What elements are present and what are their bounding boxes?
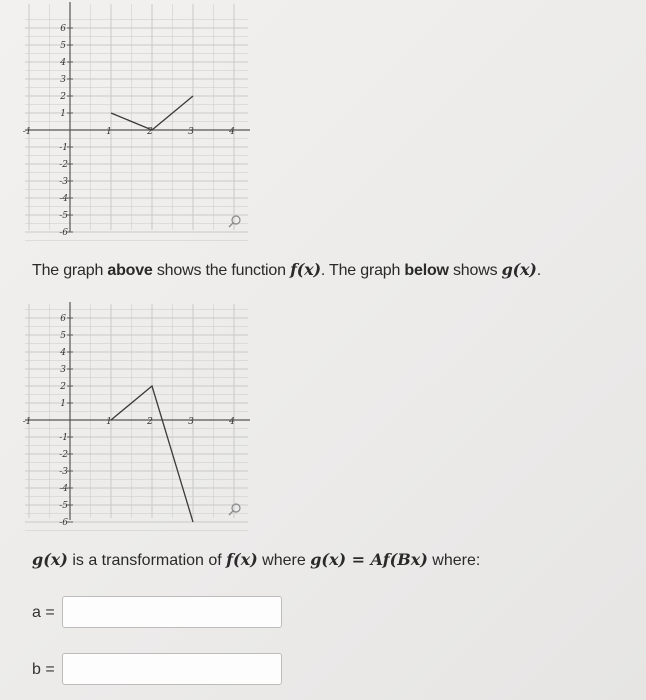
grid xyxy=(22,304,248,531)
description-text: The graph above shows the function f(x). The graph below shows g(x). xyxy=(32,260,541,279)
x-tick-label: 4 xyxy=(229,127,235,137)
x-tick-label: 3 xyxy=(188,417,194,427)
a-input[interactable] xyxy=(62,596,282,628)
x-tick-label: 4 xyxy=(229,417,235,427)
x-tick-label: -1 xyxy=(22,127,32,137)
grid xyxy=(22,4,248,241)
b-label: b = xyxy=(32,661,55,678)
y-tick-label: 2 xyxy=(60,92,66,102)
x-tick-label: 2 xyxy=(147,127,153,137)
x-tick-label: 3 xyxy=(188,127,194,137)
description-above: above xyxy=(107,262,153,279)
description-below: below xyxy=(404,262,449,279)
y-tick-label: -6 xyxy=(59,518,68,528)
b-input[interactable] xyxy=(62,653,282,685)
y-tick-label: 5 xyxy=(60,331,66,341)
y-tick-label: -3 xyxy=(59,467,68,477)
y-tick-label: 1 xyxy=(60,399,66,409)
y-tick-label: 1 xyxy=(60,109,66,119)
graph-g xyxy=(22,300,256,528)
y-tick-label: 4 xyxy=(60,348,66,358)
x-tick-label: 1 xyxy=(106,127,112,137)
y-tick-label: 5 xyxy=(60,41,66,51)
x-tick-label: 1 xyxy=(106,417,112,427)
transformation-text: g(x) is a transformation of f(x) where g(x) = Af(Bx) where: xyxy=(32,550,481,569)
y-tick-label: -1 xyxy=(59,143,68,153)
y-tick-label: -4 xyxy=(59,194,68,204)
y-tick-label: 3 xyxy=(60,75,66,85)
x-tick-label: -1 xyxy=(22,417,32,427)
x-tick-label: 2 xyxy=(147,417,153,427)
a-label: a = xyxy=(32,604,55,621)
f-of-x: f(x) xyxy=(290,260,321,279)
y-tick-label: 3 xyxy=(60,365,66,375)
y-tick-label: 2 xyxy=(60,382,66,392)
y-tick-label: -3 xyxy=(59,177,68,187)
y-tick-label: -6 xyxy=(59,228,68,238)
y-tick-label: -4 xyxy=(59,484,68,494)
y-tick-label: -5 xyxy=(59,501,68,511)
y-tick-label: -5 xyxy=(59,211,68,221)
y-tick-label: 6 xyxy=(60,314,66,324)
y-tick-label: -1 xyxy=(59,433,68,443)
transformation-equation: g(x) = Af(Bx) xyxy=(310,550,428,569)
y-tick-label: -2 xyxy=(59,160,68,170)
g-of-x: g(x) xyxy=(501,260,537,279)
y-tick-label: 6 xyxy=(60,24,66,34)
y-tick-label: 4 xyxy=(60,58,66,68)
graph-f xyxy=(22,0,256,238)
y-tick-label: -2 xyxy=(59,450,68,460)
